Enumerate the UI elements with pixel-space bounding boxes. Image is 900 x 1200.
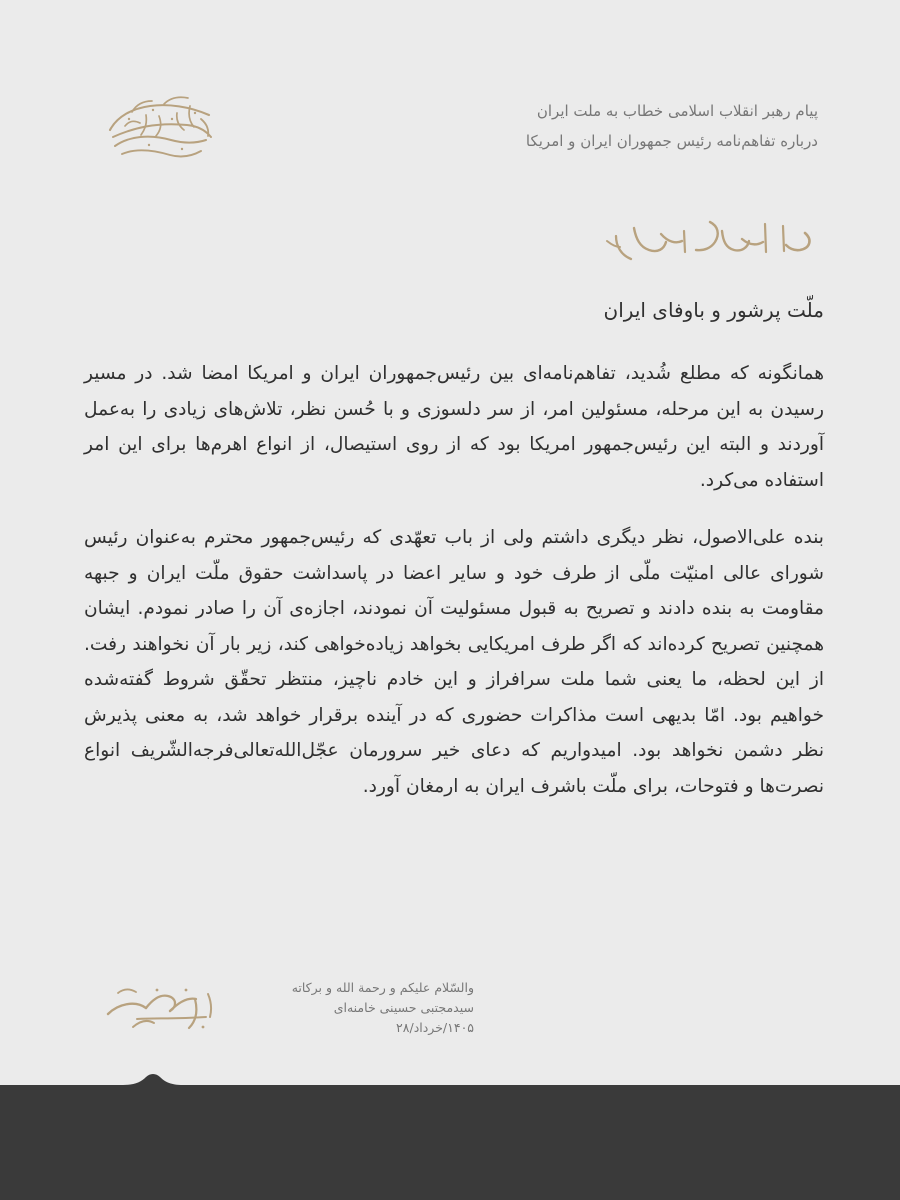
document-header: [388, 96, 818, 156]
message-paragraph-1: همانگونه که مطلع شُدید، تفاهم‌نامه‌ای بین رئیس‌جمهوران ایران و امریکا امضا شد. در مسیر رسیدن به این مرحله، مسئولین امر، از سر دلسوزی و با حُسن نظر، تلاش‌های زیادی را به‌عمل آوردند و البته این رئیس‌جمهور امریکا بود که از روی استیصال، از انواع اهرم‌ها برای این امر استفاده می‌کرد.: [84, 363, 824, 491]
salutation: ملّت پرشور و باوفای ایران: [603, 298, 824, 322]
signature-icon: [98, 972, 224, 1042]
handwritten-signature: [98, 972, 224, 1042]
calligraphy-seal-logo: [98, 88, 224, 166]
bismillah-calligraphy: [598, 208, 818, 268]
footer-band: [0, 1085, 900, 1200]
message-date: ۱۴۰۵/خرداد/۲۸: [396, 1020, 474, 1035]
message-paragraph-2: بنده علی‌الاصول، نظر دیگری داشتم ولی از باب تعهّدی که رئیس‌جمهور محترم به‌عنوان رئیس شورای عالی امنیّت ملّی از طرف خود و سایر اعضا در پاسداشت حقوق ملّت ایران و جبهه مقاومت به بنده دادند و تصریح به قبول مسئولیت آن نمودند، اجازه‌ی آن را صادر نمودم. ایشان همچنین تصریح کرده‌اند که اگر طرف امریکایی بخواهد زیاده‌خواهی کند، زیر بار آن نخواهند رفت. از این لحظه، ما یعنی شما ملت سرافراز و این خادم ناچیز، منتظر تحقّق شروط گفته‌شده خواهیم بود. امّا بدیهی است مذاکرات حضوری که در آینده برقرار خواهد شد، به معنی پذیرش نظر دشمن نخواهد بود. امیدواریم که دعای خیر سرورمان عجّل‌الله‌تعالی‌فرجه‌الشّریف انواع نصرت‌ها و فتوحات، برای ملّت باشرف ایران به ارمغان آورد.: [84, 527, 824, 797]
bismillah-calligraphy-icon: [598, 208, 818, 268]
header-title-line-2: درباره تفاهم‌نامه رئیس جمهوران ایران و امریکا: [525, 132, 818, 150]
closing-greeting: والسّلام علیکم و رحمة الله و برکاته: [291, 980, 474, 995]
message-body: [84, 292, 824, 804]
footer-notch-shape-icon: [123, 1070, 183, 1086]
closing-text: [234, 978, 474, 1038]
author-name: سیدمجتبی حسینی خامنه‌ای: [333, 1000, 474, 1015]
footer-notch: [123, 1070, 183, 1086]
message-closing: [0, 978, 900, 1058]
seal-calligraphy-icon: [98, 88, 224, 166]
header-title-line-1: پیام رهبر انقلاب اسلامی خطاب به ملت ایران: [536, 102, 818, 120]
